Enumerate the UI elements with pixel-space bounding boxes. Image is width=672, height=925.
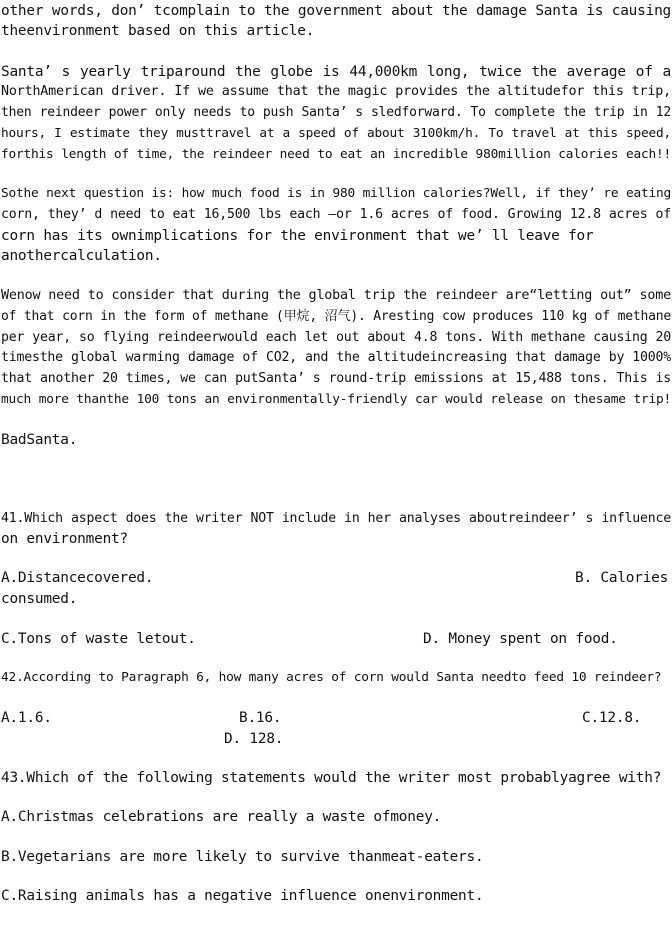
question-42-stem: 42.According to Paragraph 6, how many acres of corn would Santa needto feed 10 reindeer? — [1, 670, 662, 685]
paragraph-4-line-3: per year, so flying reindeerwould each let out about 4.8 tons. With methane causing 20 — [1, 330, 671, 345]
question-41-option-d: D. Money spent on food. — [423, 631, 618, 647]
question-41-stem-line-1: 41.Which aspect does the writer NOT include in her analyses aboutreindeer’ s influence — [1, 511, 671, 526]
paragraph-4-line-2: of that corn in the form of methane (甲烷, 沼气). Aresting cow produces 110 kg of methane — [1, 309, 671, 324]
question-42-option-d: D. 128. — [224, 731, 284, 747]
question-43-option-b: B.Vegetarians are more likely to survive thanmeat-eaters. — [1, 849, 484, 865]
paragraph-4-line-4: timesthe global warming damage of CO2, and the altitudeincreasing that damage by 1000% — [1, 350, 671, 365]
paragraph-4-line-1: Wenow need to consider that during the global trip the reindeer are“letting out” some — [1, 288, 671, 303]
question-41-stem-line-2: on environment? — [1, 531, 128, 547]
paragraph-1-line-1: other words, don’ tcomplain to the government about the damage Santa is causing — [1, 3, 671, 19]
paragraph-3-line-1: Sothe next question is: how much food is in 980 million calories?Well, if they’ re eating — [1, 186, 671, 201]
question-42-option-c: C.12.8. — [582, 710, 642, 726]
question-41-option-b-continued: consumed. — [1, 591, 78, 607]
question-43-option-a: A.Christmas celebrations are really a waste ofmoney. — [1, 809, 442, 825]
paragraph-3-line-2: corn, they’ d need to eat 16,500 lbs each —or 1.6 acres of food. Growing 12.8 acres of — [1, 207, 671, 222]
question-43-option-c: C.Raising animals has a negative influence onenvironment. — [1, 888, 484, 904]
paragraph-2-line-2: NorthAmerican driver. If we assume that the magic provides the altitudefor this trip, — [1, 84, 671, 99]
paragraph-3-line-3: corn has its ownimplications for the environment that we’ ll leave for — [1, 228, 594, 244]
question-41-option-b: B. Calories — [575, 570, 669, 586]
paragraph-4-line-5: that another 20 times, we can putSanta’ s round-trip emissions at 15,488 tons. This is — [1, 371, 671, 386]
paragraph-3-line-4: anothercalculation. — [1, 248, 162, 264]
question-43-stem: 43.Which of the following statements would the writer most probablyagree with? — [1, 770, 662, 786]
paragraph-5: BadSanta. — [1, 432, 78, 448]
paragraph-1-line-2: theenvironment based on this article. — [1, 23, 315, 39]
paragraph-2-line-3: then reindeer power only needs to push Santa’ s sledforward. To complete the trip in 12 — [1, 105, 671, 120]
question-41-option-c: C.Tons of waste letout. — [1, 631, 196, 647]
paragraph-2-line-5: forthis length of time, the reindeer need to eat an incredible 980million calories each!! — [1, 147, 671, 162]
question-42-option-b: B.16. — [239, 710, 282, 726]
paragraph-4-line-6: much more thanthe 100 tons an environmentally-friendly car would release on thesame trip! — [1, 392, 671, 407]
paragraph-2-line-1: Santa’ s yearly triparound the globe is 44,000km long, twice the average of a — [1, 64, 671, 80]
question-42-option-a: A.1.6. — [1, 710, 52, 726]
paragraph-2-line-4: hours, I estimate they musttravel at a speed of about 3100km/h. To travel at this speed, — [1, 126, 671, 141]
question-41-option-a: A.Distancecovered. — [1, 570, 154, 586]
